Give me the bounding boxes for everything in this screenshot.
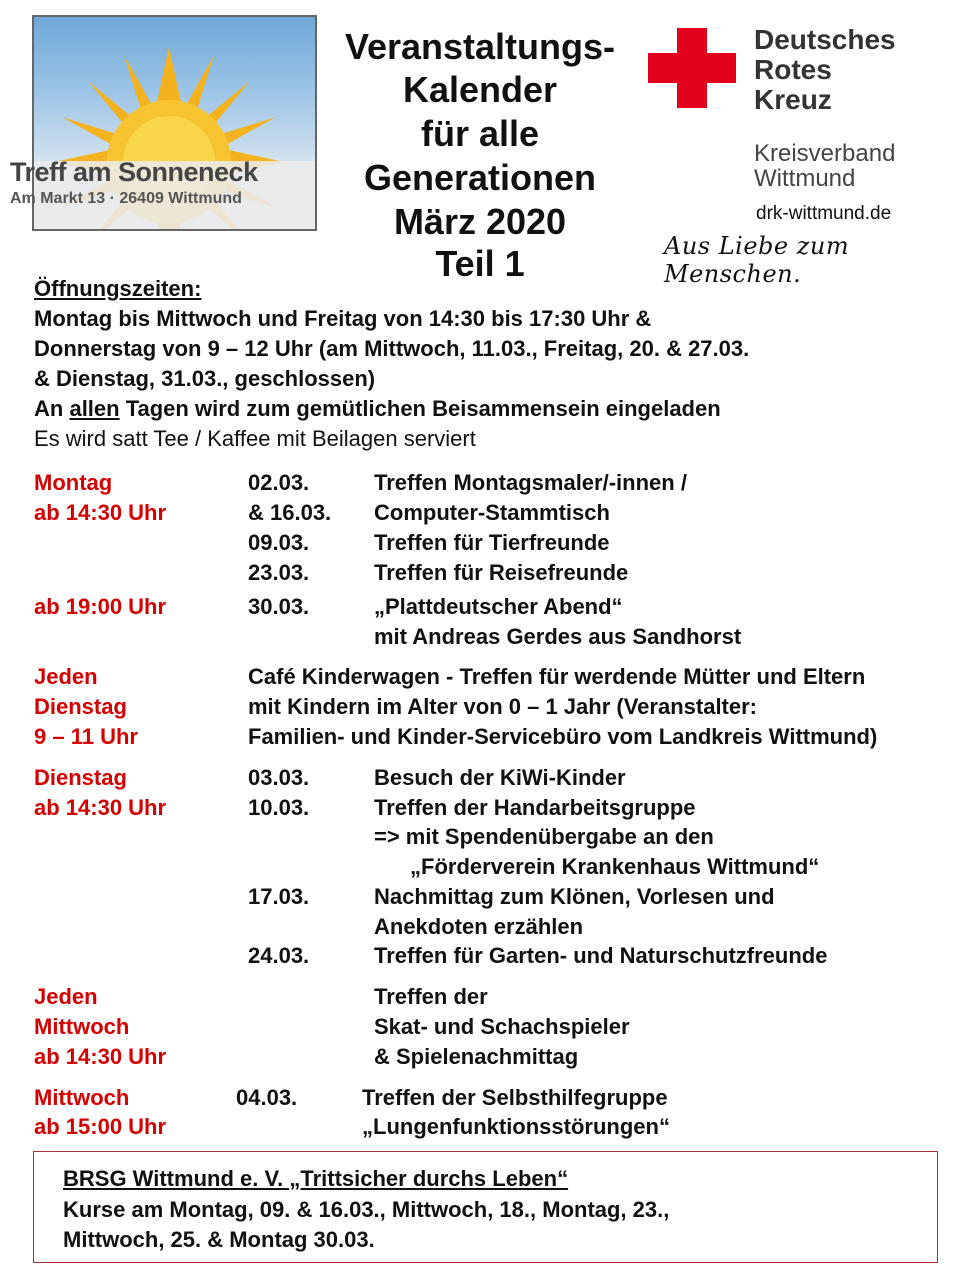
tuesday-every-time: 9 – 11 Uhr bbox=[34, 724, 138, 749]
monday-time: ab 14:30 Uhr bbox=[34, 500, 167, 525]
tuesday-every-text: Café Kinderwagen - Treffen für werdende Mütter und Eltern bbox=[248, 664, 866, 689]
hours-line-1: Montag bis Mittwoch und Freitag von 14:30 bis 17:30 Uhr & bbox=[34, 306, 652, 331]
tuesday-every-text: mit Kindern im Alter von 0 – 1 Jahr (Veranstalter: bbox=[248, 694, 758, 719]
wednesday-event: „Lungenfunktionsstörungen“ bbox=[362, 1114, 670, 1139]
monday-event: Treffen für Reisefreunde bbox=[374, 560, 629, 585]
monday-date: 23.03. bbox=[248, 560, 310, 585]
wednesday-event: Treffen der Selbsthilfegruppe bbox=[362, 1085, 668, 1110]
monday-date: & 16.03. bbox=[248, 500, 332, 525]
monday-event: mit Andreas Gerdes aus Sandhorst bbox=[374, 624, 742, 649]
monday-date: 09.03. bbox=[248, 530, 310, 555]
drk-wittmund: Wittmund bbox=[754, 165, 856, 192]
tuesday-date: 10.03. bbox=[248, 795, 310, 820]
tuesday-event: Nachmittag zum Klönen, Vorlesen und bbox=[374, 884, 775, 909]
tuesday-event: „Förderverein Krankenhaus Wittmund“ bbox=[410, 854, 820, 879]
wednesday-every-label: Mittwoch bbox=[34, 1014, 130, 1039]
wednesday-every-time: ab 14:30 Uhr bbox=[34, 1044, 167, 1069]
wednesday-every-text: Treffen der bbox=[374, 984, 488, 1009]
monday-event: „Plattdeutscher Abend“ bbox=[374, 594, 623, 619]
tuesday-event: Anekdoten erzählen bbox=[374, 914, 584, 939]
hours-line-2: Donnerstag von 9 – 12 Uhr (am Mittwoch, 11.03., Freitag, 20. & 27.03. bbox=[34, 336, 750, 361]
monday-event: Computer-Stammtisch bbox=[374, 500, 610, 525]
tuesday-event: Besuch der KiWi-Kinder bbox=[374, 765, 626, 790]
wednesday-label: Mittwoch bbox=[34, 1085, 130, 1110]
wednesday-every-label: Jeden bbox=[34, 984, 98, 1009]
monday-date: 30.03. bbox=[248, 594, 310, 619]
brsg-line-2: Mittwoch, 25. & Montag 30.03. bbox=[63, 1227, 375, 1252]
title-line-4: Generationen bbox=[363, 157, 597, 198]
logo-title: Treff am Sonneneck bbox=[10, 157, 258, 187]
logo-address: Am Markt 13 · 26409 Wittmund bbox=[10, 190, 242, 207]
wednesday-date: 04.03. bbox=[236, 1085, 298, 1110]
tuesday-every-label: Dienstag bbox=[34, 694, 127, 719]
drk-name-line-1: Deutsches bbox=[754, 24, 896, 55]
monday-date: 02.03. bbox=[248, 470, 310, 495]
drk-slogan: Aus Liebe zum Menschen. bbox=[664, 232, 850, 288]
wednesday-time: ab 15:00 Uhr bbox=[34, 1114, 167, 1139]
title-line-5: März 2020 bbox=[393, 201, 567, 242]
title-line-1: Veranstaltungs- bbox=[344, 26, 616, 67]
monday-evening-time: ab 19:00 Uhr bbox=[34, 594, 167, 619]
tuesday-date: 24.03. bbox=[248, 943, 310, 968]
title-line-2: Kalender bbox=[402, 69, 558, 110]
wednesday-every-text: & Spielenachmittag bbox=[374, 1044, 579, 1069]
wednesday-every-text: Skat- und Schachspieler bbox=[374, 1014, 630, 1039]
title-line-3: für alle bbox=[420, 113, 540, 154]
hours-line-3: & Dienstag, 31.03., geschlossen) bbox=[34, 366, 376, 391]
tuesday-event: Treffen für Garten- und Naturschutzfreunde bbox=[374, 943, 828, 968]
monday-event: Treffen Montagsmaler/-innen / bbox=[374, 470, 687, 495]
hours-allen: allen bbox=[69, 396, 120, 421]
hours-heading: Öffnungszeiten: bbox=[34, 276, 202, 301]
monday-label: Montag bbox=[34, 470, 113, 495]
monday-event: Treffen für Tierfreunde bbox=[374, 530, 610, 555]
tuesday-time: ab 14:30 Uhr bbox=[34, 795, 167, 820]
brsg-heading: BRSG Wittmund e. V. „Trittsicher durchs Leben“ bbox=[63, 1166, 569, 1191]
tuesday-label: Dienstag bbox=[34, 765, 127, 790]
brsg-line-1: Kurse am Montag, 09. & 16.03., Mittwoch, 18., Montag, 23., bbox=[63, 1197, 670, 1222]
tuesday-event: => mit Spendenübergabe an den bbox=[374, 824, 714, 849]
red-cross-icon bbox=[648, 28, 736, 108]
hours-line-5: Es wird satt Tee / Kaffee mit Beilagen serviert bbox=[34, 426, 476, 451]
tuesday-date: 17.03. bbox=[248, 884, 310, 909]
tuesday-date: 03.03. bbox=[248, 765, 310, 790]
drk-url-link[interactable]: drk-wittmund.de bbox=[756, 203, 892, 224]
drk-kreisverband: Kreisverband bbox=[754, 140, 896, 167]
tuesday-every-text: Familien- und Kinder-Servicebüro vom Landkreis Wittmund) bbox=[248, 724, 878, 749]
tuesday-every-label: Jeden bbox=[34, 664, 98, 689]
drk-name-line-2: Rotes bbox=[754, 54, 832, 85]
hours-line-4: An allen Tagen wird zum gemütlichen Beisammensein eingeladen bbox=[34, 396, 721, 421]
title-line-6: Teil 1 bbox=[435, 243, 525, 284]
drk-name-line-3: Kreuz bbox=[754, 84, 832, 115]
tuesday-event: Treffen der Handarbeitsgruppe bbox=[374, 795, 696, 820]
